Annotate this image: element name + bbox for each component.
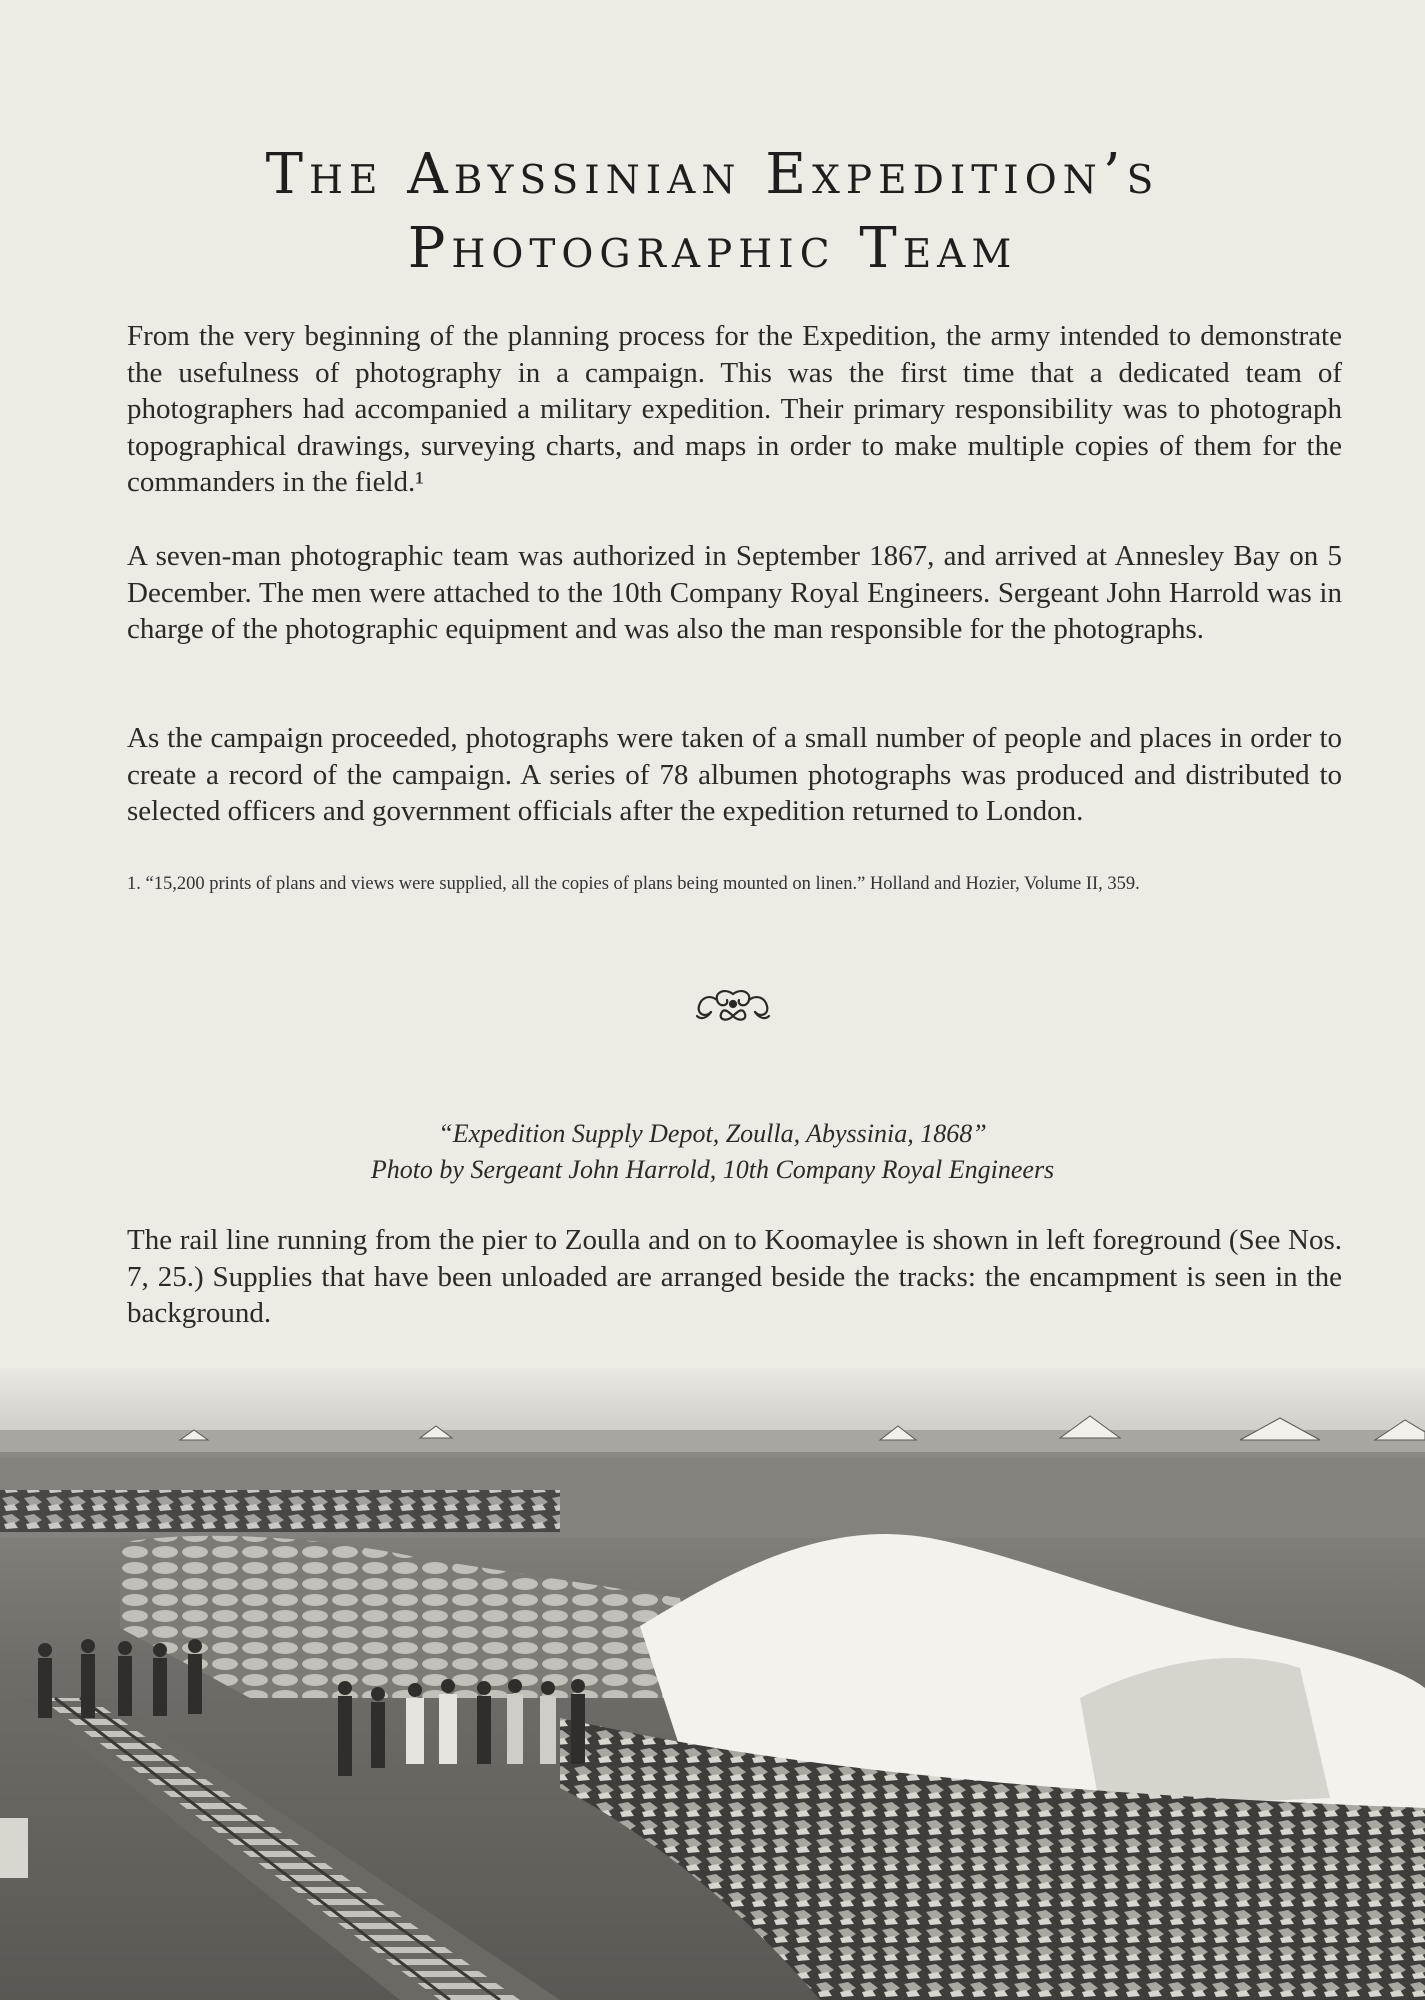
- floral-ornament-icon: [693, 986, 773, 1026]
- page-title-line-2: Photographic Team: [407, 216, 1018, 281]
- photo-caption-credit: Photo by Sergeant John Harrold, 10th Company Royal Engineers: [370, 1155, 1055, 1184]
- supply-depot-photograph: [0, 1368, 1425, 2000]
- photo-caption-title: “Expedition Supply Depot, Zoulla, Abyssinia, 1868”: [438, 1119, 987, 1148]
- page-title-line-1: The Abyssinian Expedition’s: [265, 142, 1160, 207]
- photo-caption: [0, 1116, 1425, 1188]
- footnote: 1. “15,200 prints of plans and views were supplied, all the copies of plans being mounted on linen.” Holland and Hozier, Volume II, 359.: [127, 874, 1140, 894]
- paragraph-photo-description: The rail line running from the pier to Zoulla and on to Koomaylee is shown in left foreground (See Nos. 7, 25.) Supplies that have been unloaded are arranged beside the tracks: the encampment is seen in the background.: [127, 1224, 1342, 1329]
- paragraph-campaign: As the campaign proceeded, photographs were taken of a small number of people and places in order to create a record of the campaign. A series of 78 albumen photographs was produced and distributed to selected officers and government officials after the expedition returned to London.: [127, 722, 1342, 827]
- paragraph-team: A seven-man photographic team was authorized in September 1867, and arrived at Annesley Bay on 5 December. The men were attached to the 10th Company Royal Engineers. Sergeant John Harrold was in charge of the photographic equipment and was also the man responsible for the photographs.: [127, 540, 1342, 645]
- paragraph-intro: From the very beginning of the planning process for the Expedition, the army intended to demonstrate the usefulness of photography in a campaign. This was the first time that a dedicated team of photographers had accompanied a military expedition. Their primary responsibility was to photograph topographical drawings, surveying charts, and maps in order to make multiple copies of them for the commanders in the field.¹: [127, 320, 1342, 498]
- page-title: [0, 138, 1425, 286]
